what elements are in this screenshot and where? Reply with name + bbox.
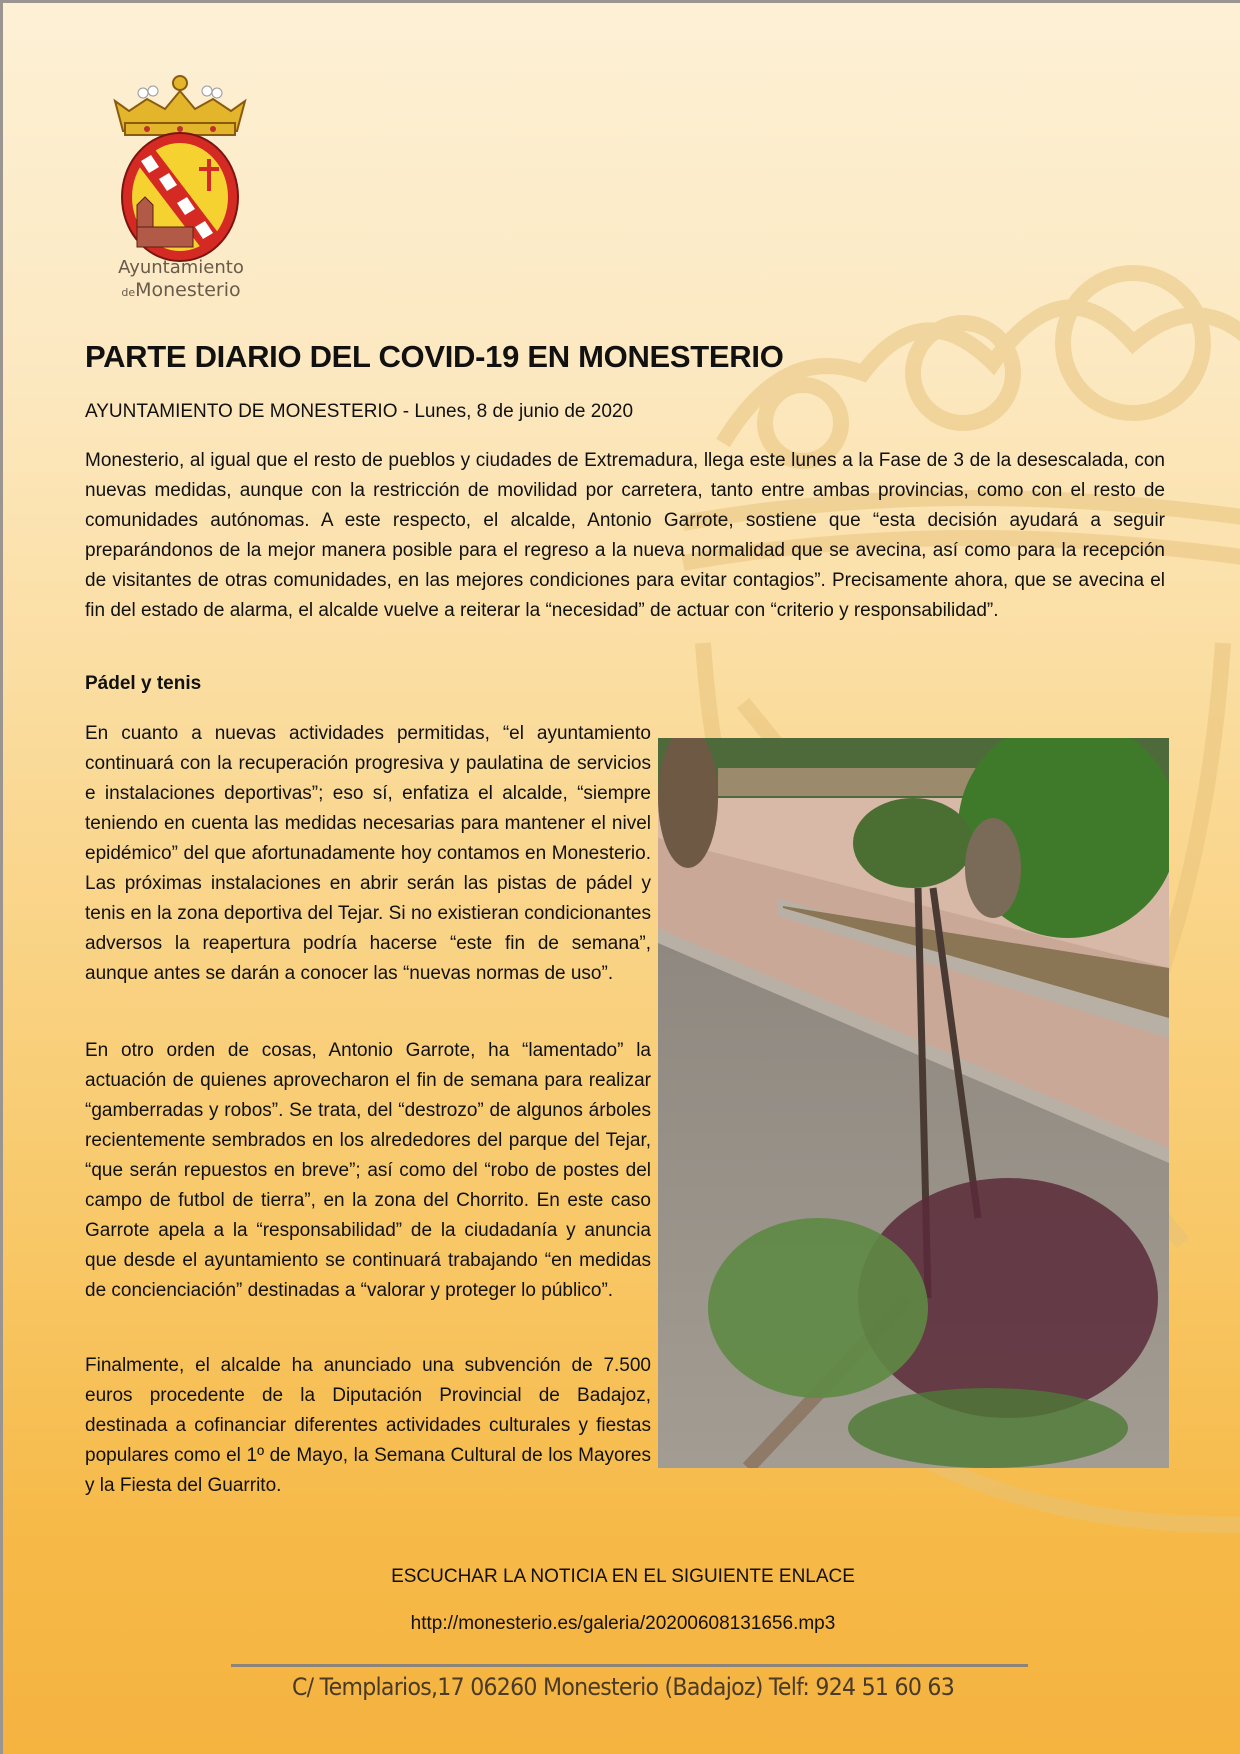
footer-divider: [231, 1664, 1028, 1667]
broken-tree-photo: [658, 738, 1169, 1468]
paragraph-subsidy: Finalmente, el alcalde ha anunciado una subvención de 7.500 euros procedente de la Diputación Provincial de Badajoz, destinada a cofinanciar diferentes actividades culturales y fiestas populares como el 1º de Mayo, la Semana Cultural de los Mayores y la Fiesta del Guarrito.: [85, 1355, 651, 1496]
dateline: AYUNTAMIENTO DE MONESTERIO - Lunes, 8 de junio de 2020: [85, 401, 634, 422]
listen-label: ESCUCHAR LA NOTICIA EN EL SIGUIENTE ENLACE: [391, 1566, 855, 1587]
crown-icon: [115, 76, 245, 135]
intro-paragraph: Monesterio, al igual que el resto de pueblos y ciudades de Extremadura, llega este lunes a la Fase de 3 de la desescalada, con nuevas medidas, aunque con la restricción de movilidad por carretera, tanto entre ambas provincias, como con el resto de comunidades autónomas. A este respecto, el alcalde, Antonio Garrote, sostiene que “esta decisión ayudará a seguir preparándonos de la mejor manera posible para el regreso a la nueva normalidad que se avecina, así como para la recepción de visitantes de otras comunidades, en las mejores condiciones para evitar contagios”. Precisamente ahora, que se avecina el fin del estado de alarma, el alcalde vuelve a reiterar la “necesidad” de actuar con “criterio y responsabilidad”.: [85, 450, 1165, 621]
page-title: PARTE DIARIO DEL COVID-19 EN MONESTERIO: [85, 339, 784, 374]
paragraph-padel-tenis: En cuanto a nuevas actividades permitidas, “el ayuntamiento continuará con la recuperación progresiva y paulatina de servicios e instalaciones deportivas”; eso sí, enfatiza el alcalde, “siempre teniendo en cuenta las medidas necesarias para mantener el nivel epidémico” del que afortunadamente hoy contamos en Monesterio. Las próximas instalaciones en abrir serán las pistas de pádel y tenis en la zona deportiva del Tejar. Si no existieran condicionantes adversos la reapertura podría hacerse “este fin de semana”, aunque antes se darán a conocer las “nuevas normas de uso”.: [85, 723, 651, 984]
footer-address: C/ Templarios,17 06260 Monesterio (Badajoz) Telf: 924 51 60 63: [291, 1673, 955, 1701]
paragraph-vandalism: En otro orden de cosas, Antonio Garrote, ha “lamentado” la actuación de quienes aprovecharon el fin de semana para realizar “gamberradas y robos”. Se trata, del “destrozo” de algunos árboles recientemente sembrados en los alrededores del parque del Tejar, “que serán repuestos en breve”; así como del “robo de postes del campo de futbol de tierra”, en la zona del Chorrito. En este caso Garrote apela a la “responsabilidad” de la ciudadanía y anuncia que desde el ayuntamiento se continuará trabajando “en medidas de concienciación” destinadas a “valorar y proteger lo público”.: [85, 1040, 651, 1301]
logo-line-monesterio: Monesterio: [135, 279, 241, 301]
section-heading: Pádel y tenis: [85, 673, 202, 694]
audio-link[interactable]: http://monesterio.es/galeria/20200608131656.mp3: [410, 1613, 836, 1634]
logo-wordmark: [111, 257, 251, 304]
logo-prefix-de: de: [121, 286, 136, 299]
logo-line-ayuntamiento: Ayuntamiento: [118, 257, 244, 278]
shield-icon: [122, 133, 238, 261]
